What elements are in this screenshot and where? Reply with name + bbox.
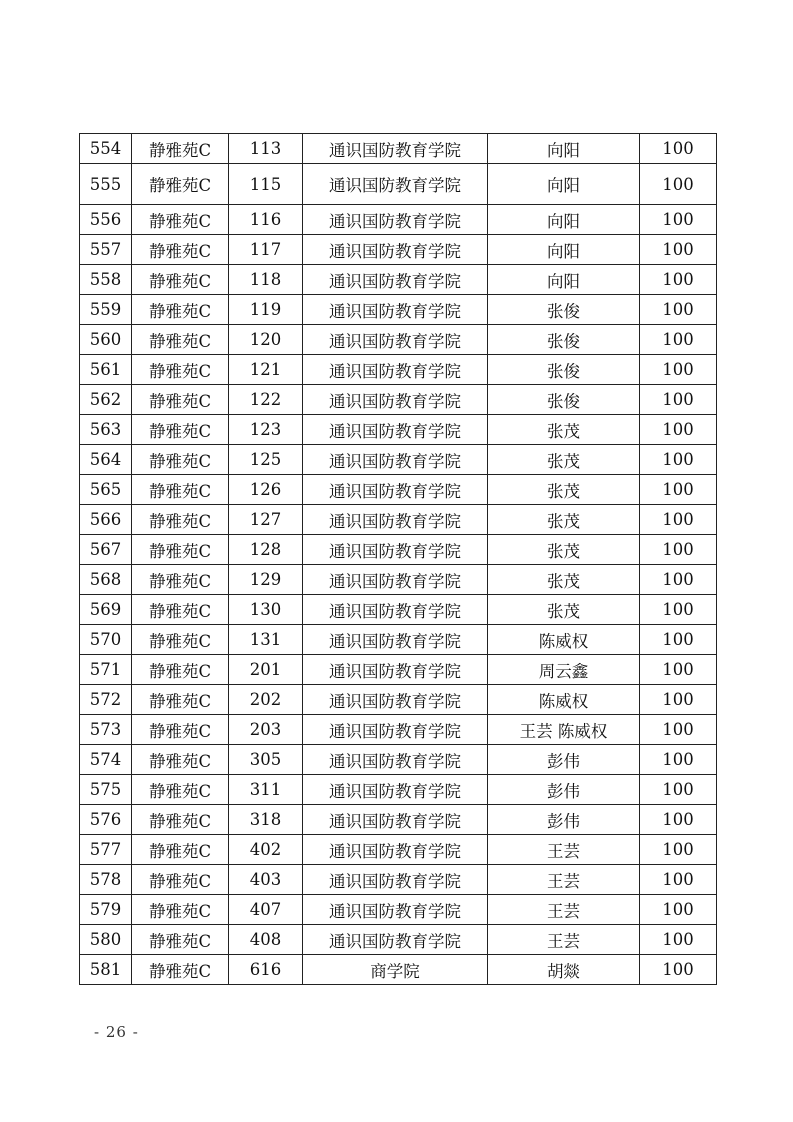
building-cell: 静雅苑C bbox=[132, 164, 229, 205]
score-cell: 100 bbox=[640, 925, 717, 955]
college-cell: 通识国防教育学院 bbox=[303, 205, 488, 235]
row-number-cell: 572 bbox=[80, 685, 132, 715]
room-cell: 128 bbox=[229, 535, 303, 565]
score-cell: 100 bbox=[640, 715, 717, 745]
building-cell: 静雅苑C bbox=[132, 415, 229, 445]
room-cell: 131 bbox=[229, 625, 303, 655]
row-number-cell: 555 bbox=[80, 164, 132, 205]
room-cell: 123 bbox=[229, 415, 303, 445]
table-row bbox=[80, 205, 717, 235]
college-cell: 通识国防教育学院 bbox=[303, 295, 488, 325]
room-cell: 403 bbox=[229, 865, 303, 895]
college-cell: 通识国防教育学院 bbox=[303, 385, 488, 415]
table-row bbox=[80, 715, 717, 745]
room-cell: 113 bbox=[229, 134, 303, 164]
score-cell: 100 bbox=[640, 685, 717, 715]
room-cell: 130 bbox=[229, 595, 303, 625]
building-cell: 静雅苑C bbox=[132, 685, 229, 715]
room-cell: 402 bbox=[229, 835, 303, 865]
room-cell: 118 bbox=[229, 265, 303, 295]
page-number: - 26 - bbox=[94, 1023, 139, 1041]
building-cell: 静雅苑C bbox=[132, 205, 229, 235]
person-cell: 向阳 bbox=[488, 265, 640, 295]
college-cell: 通识国防教育学院 bbox=[303, 655, 488, 685]
building-cell: 静雅苑C bbox=[132, 445, 229, 475]
row-number-cell: 554 bbox=[80, 134, 132, 164]
table-row bbox=[80, 355, 717, 385]
building-cell: 静雅苑C bbox=[132, 895, 229, 925]
row-number-cell: 578 bbox=[80, 865, 132, 895]
table-row bbox=[80, 385, 717, 415]
college-cell: 通识国防教育学院 bbox=[303, 745, 488, 775]
table-row bbox=[80, 235, 717, 265]
row-number-cell: 564 bbox=[80, 445, 132, 475]
row-number-cell: 577 bbox=[80, 835, 132, 865]
building-cell: 静雅苑C bbox=[132, 625, 229, 655]
person-cell: 向阳 bbox=[488, 235, 640, 265]
person-cell: 张俊 bbox=[488, 355, 640, 385]
person-cell: 张茂 bbox=[488, 535, 640, 565]
row-number-cell: 567 bbox=[80, 535, 132, 565]
room-cell: 311 bbox=[229, 775, 303, 805]
room-cell: 408 bbox=[229, 925, 303, 955]
building-cell: 静雅苑C bbox=[132, 385, 229, 415]
college-cell: 通识国防教育学院 bbox=[303, 134, 488, 164]
person-cell: 陈威权 bbox=[488, 685, 640, 715]
college-cell: 通识国防教育学院 bbox=[303, 775, 488, 805]
college-cell: 通识国防教育学院 bbox=[303, 505, 488, 535]
table-row bbox=[80, 925, 717, 955]
person-cell: 张茂 bbox=[488, 445, 640, 475]
college-cell: 通识国防教育学院 bbox=[303, 835, 488, 865]
room-cell: 119 bbox=[229, 295, 303, 325]
person-cell: 胡燚 bbox=[488, 955, 640, 985]
row-number-cell: 575 bbox=[80, 775, 132, 805]
person-cell: 张俊 bbox=[488, 325, 640, 355]
row-number-cell: 569 bbox=[80, 595, 132, 625]
room-cell: 122 bbox=[229, 385, 303, 415]
room-cell: 120 bbox=[229, 325, 303, 355]
table-row bbox=[80, 595, 717, 625]
college-cell: 通识国防教育学院 bbox=[303, 535, 488, 565]
person-cell: 向阳 bbox=[488, 134, 640, 164]
person-cell: 王芸 bbox=[488, 835, 640, 865]
row-number-cell: 576 bbox=[80, 805, 132, 835]
college-cell: 通识国防教育学院 bbox=[303, 265, 488, 295]
person-cell: 张茂 bbox=[488, 475, 640, 505]
row-number-cell: 581 bbox=[80, 955, 132, 985]
room-cell: 202 bbox=[229, 685, 303, 715]
row-number-cell: 560 bbox=[80, 325, 132, 355]
score-cell: 100 bbox=[640, 325, 717, 355]
score-cell: 100 bbox=[640, 355, 717, 385]
person-cell: 向阳 bbox=[488, 164, 640, 205]
person-cell: 张茂 bbox=[488, 505, 640, 535]
row-number-cell: 574 bbox=[80, 745, 132, 775]
score-cell: 100 bbox=[640, 805, 717, 835]
table-row bbox=[80, 445, 717, 475]
room-cell: 616 bbox=[229, 955, 303, 985]
table-row bbox=[80, 835, 717, 865]
person-cell: 王芸 陈威权 bbox=[488, 715, 640, 745]
building-cell: 静雅苑C bbox=[132, 835, 229, 865]
room-cell: 127 bbox=[229, 505, 303, 535]
score-cell: 100 bbox=[640, 505, 717, 535]
score-cell: 100 bbox=[640, 415, 717, 445]
person-cell: 张俊 bbox=[488, 385, 640, 415]
table-row bbox=[80, 164, 717, 205]
row-number-cell: 558 bbox=[80, 265, 132, 295]
building-cell: 静雅苑C bbox=[132, 235, 229, 265]
building-cell: 静雅苑C bbox=[132, 775, 229, 805]
table-row bbox=[80, 415, 717, 445]
table-row bbox=[80, 475, 717, 505]
person-cell: 彭伟 bbox=[488, 805, 640, 835]
college-cell: 通识国防教育学院 bbox=[303, 865, 488, 895]
person-cell: 王芸 bbox=[488, 865, 640, 895]
college-cell: 通识国防教育学院 bbox=[303, 445, 488, 475]
row-number-cell: 563 bbox=[80, 415, 132, 445]
person-cell: 张茂 bbox=[488, 415, 640, 445]
building-cell: 静雅苑C bbox=[132, 475, 229, 505]
table-row bbox=[80, 745, 717, 775]
score-cell: 100 bbox=[640, 955, 717, 985]
person-cell: 张茂 bbox=[488, 595, 640, 625]
building-cell: 静雅苑C bbox=[132, 535, 229, 565]
building-cell: 静雅苑C bbox=[132, 805, 229, 835]
college-cell: 通识国防教育学院 bbox=[303, 925, 488, 955]
score-cell: 100 bbox=[640, 445, 717, 475]
person-cell: 周云鑫 bbox=[488, 655, 640, 685]
college-cell: 通识国防教育学院 bbox=[303, 595, 488, 625]
college-cell: 通识国防教育学院 bbox=[303, 805, 488, 835]
college-cell: 通识国防教育学院 bbox=[303, 355, 488, 385]
building-cell: 静雅苑C bbox=[132, 265, 229, 295]
college-cell: 通识国防教育学院 bbox=[303, 325, 488, 355]
building-cell: 静雅苑C bbox=[132, 134, 229, 164]
room-cell: 115 bbox=[229, 164, 303, 205]
room-cell: 117 bbox=[229, 235, 303, 265]
college-cell: 商学院 bbox=[303, 955, 488, 985]
score-cell: 100 bbox=[640, 535, 717, 565]
table-row bbox=[80, 895, 717, 925]
building-cell: 静雅苑C bbox=[132, 355, 229, 385]
table-row bbox=[80, 134, 717, 164]
table-row bbox=[80, 775, 717, 805]
college-cell: 通识国防教育学院 bbox=[303, 415, 488, 445]
person-cell: 彭伟 bbox=[488, 775, 640, 805]
building-cell: 静雅苑C bbox=[132, 655, 229, 685]
room-cell: 121 bbox=[229, 355, 303, 385]
person-cell: 彭伟 bbox=[488, 745, 640, 775]
building-cell: 静雅苑C bbox=[132, 955, 229, 985]
person-cell: 张茂 bbox=[488, 565, 640, 595]
person-cell: 王芸 bbox=[488, 895, 640, 925]
table-row bbox=[80, 955, 717, 985]
row-number-cell: 557 bbox=[80, 235, 132, 265]
table-row bbox=[80, 325, 717, 355]
college-cell: 通识国防教育学院 bbox=[303, 715, 488, 745]
score-cell: 100 bbox=[640, 265, 717, 295]
college-cell: 通识国防教育学院 bbox=[303, 164, 488, 205]
room-cell: 116 bbox=[229, 205, 303, 235]
table-row bbox=[80, 865, 717, 895]
room-cell: 201 bbox=[229, 655, 303, 685]
person-cell: 张俊 bbox=[488, 295, 640, 325]
building-cell: 静雅苑C bbox=[132, 595, 229, 625]
score-cell: 100 bbox=[640, 595, 717, 625]
score-cell: 100 bbox=[640, 835, 717, 865]
building-cell: 静雅苑C bbox=[132, 565, 229, 595]
score-cell: 100 bbox=[640, 865, 717, 895]
table-row bbox=[80, 685, 717, 715]
college-cell: 通识国防教育学院 bbox=[303, 895, 488, 925]
score-cell: 100 bbox=[640, 565, 717, 595]
row-number-cell: 573 bbox=[80, 715, 132, 745]
table-row bbox=[80, 295, 717, 325]
building-cell: 静雅苑C bbox=[132, 865, 229, 895]
table-row bbox=[80, 565, 717, 595]
building-cell: 静雅苑C bbox=[132, 745, 229, 775]
table-row bbox=[80, 535, 717, 565]
row-number-cell: 570 bbox=[80, 625, 132, 655]
score-cell: 100 bbox=[640, 625, 717, 655]
table-row bbox=[80, 505, 717, 535]
college-cell: 通识国防教育学院 bbox=[303, 475, 488, 505]
row-number-cell: 562 bbox=[80, 385, 132, 415]
college-cell: 通识国防教育学院 bbox=[303, 625, 488, 655]
room-cell: 125 bbox=[229, 445, 303, 475]
room-cell: 203 bbox=[229, 715, 303, 745]
score-cell: 100 bbox=[640, 655, 717, 685]
person-cell: 向阳 bbox=[488, 205, 640, 235]
room-cell: 126 bbox=[229, 475, 303, 505]
building-cell: 静雅苑C bbox=[132, 325, 229, 355]
row-number-cell: 561 bbox=[80, 355, 132, 385]
table-body bbox=[80, 134, 717, 985]
room-cell: 129 bbox=[229, 565, 303, 595]
college-cell: 通识国防教育学院 bbox=[303, 685, 488, 715]
building-cell: 静雅苑C bbox=[132, 295, 229, 325]
college-cell: 通识国防教育学院 bbox=[303, 235, 488, 265]
row-number-cell: 580 bbox=[80, 925, 132, 955]
score-cell: 100 bbox=[640, 475, 717, 505]
score-cell: 100 bbox=[640, 385, 717, 415]
building-cell: 静雅苑C bbox=[132, 505, 229, 535]
room-cell: 407 bbox=[229, 895, 303, 925]
score-cell: 100 bbox=[640, 164, 717, 205]
table-row bbox=[80, 625, 717, 655]
score-cell: 100 bbox=[640, 895, 717, 925]
college-cell: 通识国防教育学院 bbox=[303, 565, 488, 595]
score-cell: 100 bbox=[640, 775, 717, 805]
score-cell: 100 bbox=[640, 134, 717, 164]
person-cell: 王芸 bbox=[488, 925, 640, 955]
building-cell: 静雅苑C bbox=[132, 715, 229, 745]
table-row bbox=[80, 805, 717, 835]
building-cell: 静雅苑C bbox=[132, 925, 229, 955]
person-cell: 陈威权 bbox=[488, 625, 640, 655]
score-cell: 100 bbox=[640, 745, 717, 775]
row-number-cell: 565 bbox=[80, 475, 132, 505]
room-cell: 318 bbox=[229, 805, 303, 835]
row-number-cell: 556 bbox=[80, 205, 132, 235]
table-row bbox=[80, 655, 717, 685]
room-cell: 305 bbox=[229, 745, 303, 775]
score-cell: 100 bbox=[640, 205, 717, 235]
score-cell: 100 bbox=[640, 235, 717, 265]
row-number-cell: 559 bbox=[80, 295, 132, 325]
dormitory-table-container bbox=[79, 133, 716, 985]
table-row bbox=[80, 265, 717, 295]
score-cell: 100 bbox=[640, 295, 717, 325]
row-number-cell: 566 bbox=[80, 505, 132, 535]
dormitory-score-table bbox=[79, 133, 717, 985]
row-number-cell: 579 bbox=[80, 895, 132, 925]
row-number-cell: 568 bbox=[80, 565, 132, 595]
row-number-cell: 571 bbox=[80, 655, 132, 685]
